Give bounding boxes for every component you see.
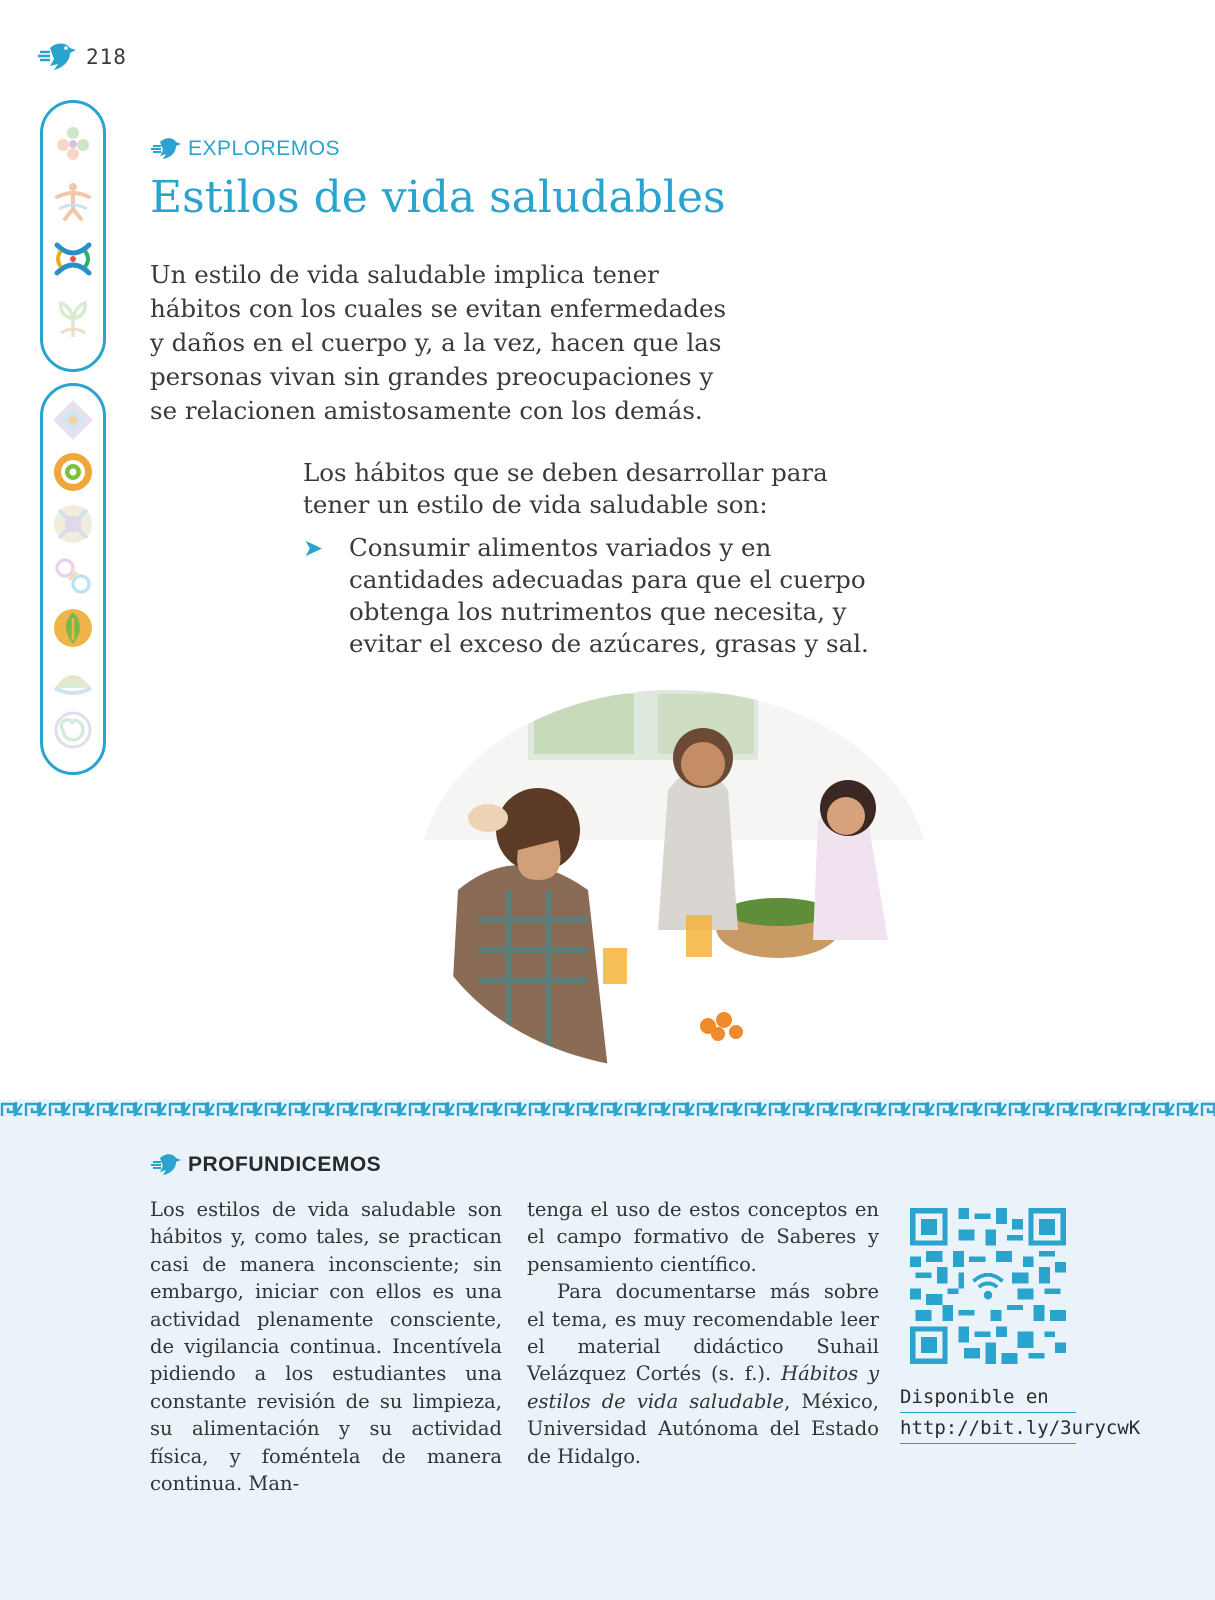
greca-border (0, 1100, 1215, 1118)
sprout-icon (51, 297, 95, 341)
deepen-paragraph: Los estilos de vida saludable son hábitos y, como tales, se practican casi de manera inconsciente; sin embargo, iniciar con ellos es una actividad plenamente consciente, de vigilancia continua. Incentívela pidiendo a los estudiantes una constante revisión de su limpieza, su alimentación y su actividad física, y foméntela de manera continua. Man- (150, 1198, 502, 1496)
habits-lead-paragraph: Los hábitos que se deben desarrollar para tener un estilo de vida saludable son: (303, 458, 828, 519)
diamond-icon (51, 398, 95, 442)
campo-formativo-pill (40, 100, 106, 372)
reference-paragraph (527, 1278, 879, 1470)
links-icon (51, 554, 95, 598)
ejes-articuladores-pill (40, 383, 106, 775)
bird-glyph-icon (150, 136, 182, 162)
cube-icon (51, 502, 95, 546)
intro-paragraph: Un estilo de vida saludable implica tener hábitos con los cuales se evitan enfermedades y daños en el cuerpo y, a la vez, hacen que las personas vivan sin grandes preocupaciones y se relacionen amistosamente con los demás. (150, 260, 727, 425)
children-cooking-photo (418, 690, 930, 1070)
bird-glyph-icon (36, 40, 78, 74)
seed-icon (51, 606, 95, 650)
list-item (303, 532, 903, 660)
photo-illustration (418, 690, 930, 1070)
page-number-area (36, 40, 127, 74)
page-title: Estilos de vida saludables (150, 172, 726, 223)
target-icon (51, 450, 95, 494)
dancer-icon (51, 179, 95, 223)
flower-icon (51, 121, 95, 165)
section-label-text: PROFUNDICEMOS (188, 1153, 382, 1176)
deepen-column-2 (527, 1196, 879, 1470)
shell-icon (51, 658, 95, 702)
bullet-text: Consumir alimentos variados y en cantidades adecuadas para que el cuerpo obtenga los nutrimentos que necesita, y evitar el exceso de azúcares, grasas y sal. (349, 533, 869, 658)
qr-caption (900, 1382, 1141, 1444)
qr-code[interactable] (910, 1208, 1066, 1364)
section-label-text: EXPLOREMOS (188, 137, 341, 160)
section-label-profundicemos (150, 1152, 381, 1178)
knot-icon (51, 237, 95, 281)
deepen-column-1 (150, 1196, 502, 1497)
deepen-paragraph: tenga el uso de estos conceptos en el campo formativo de Saberes y pensamiento científico. (527, 1198, 879, 1276)
bird-glyph-icon (150, 1152, 182, 1178)
page-number: 218 (86, 45, 127, 69)
reference-publisher: , México, Universidad Autónoma del Estado de Hidalgo. (527, 1389, 879, 1468)
qr-caption-label: Disponible en (900, 1382, 1076, 1413)
swirl-icon (51, 708, 95, 752)
section-label-exploremos (150, 136, 340, 162)
reference-title: Hábitos y estilos de vida saludable (527, 1362, 879, 1413)
arrow-bullet-icon: ➤ (303, 534, 324, 562)
qr-link[interactable]: http://bit.ly/3urycwK (900, 1413, 1076, 1444)
reference-text: Para documentarse más sobre el tema, es muy recomendable leer el material didáctico Suhail Velázquez Cortés (s. f.). (527, 1280, 879, 1386)
